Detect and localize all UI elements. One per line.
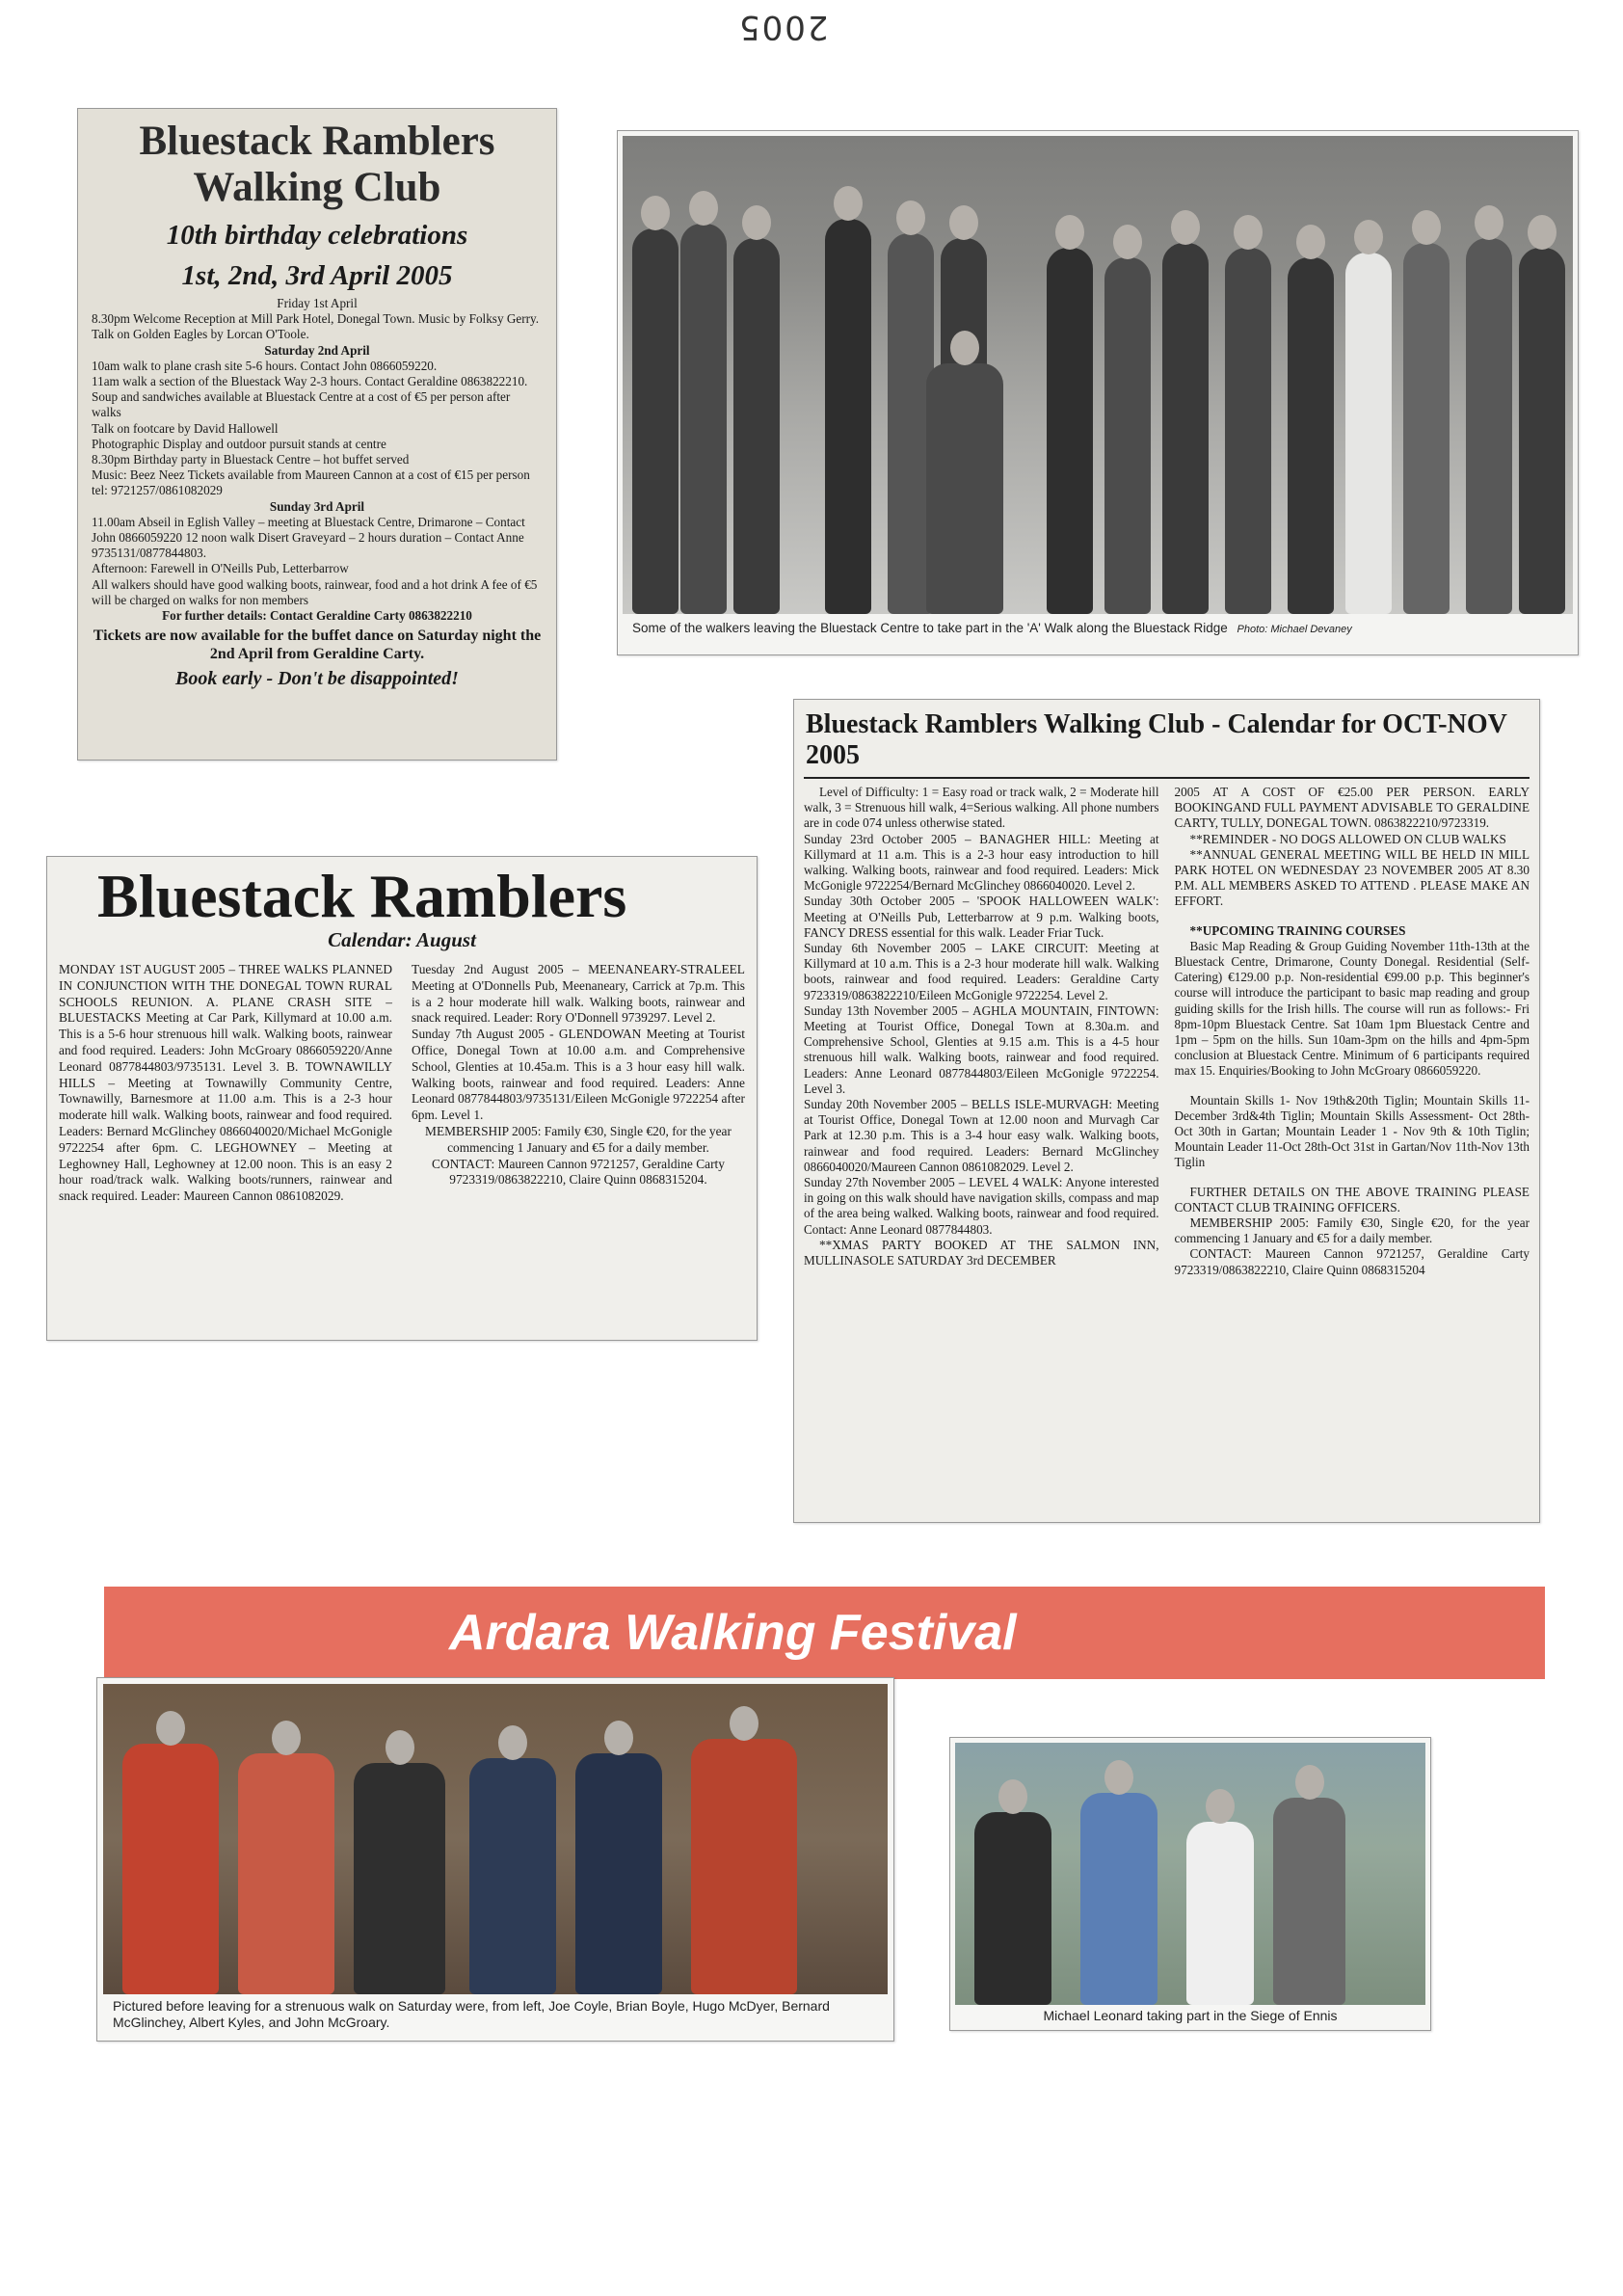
clipping1-subtitle-line2: 1st, 2nd, 3rd April 2005 [181, 260, 453, 291]
clipping2-subtitle: Calendar: August [328, 928, 476, 951]
oct-nov-col2-para: **REMINDER - NO DOGS ALLOWED ON CLUB WALKS [1189, 831, 1506, 846]
oct-nov-col2-para: Mountain Skills 1- Nov 19th&20th Tiglin; Mountain Skills 11- December 3rd&4th Tiglin; Mountain Skills Assessment- Oct 28th-Oct 30th in Gartan; Mountain Leader 1 - Nov 9th & 10th Tiglin; Mountain Leader 11-Oct 28th-Oct 31st in Gartan/Nov 11th-Nov 13th Tiglin [1174, 1092, 1530, 1170]
oct-nov-col1-para: Level of Difficulty: 1 = Easy road or track walk, 2 = Moderate hill walk, 3 = Strenuous hill walk, 4=Serious walking. All phone numbers are in code 074 unless otherwise stated. [804, 785, 1159, 831]
handwritten-year: 2005 [737, 8, 829, 46]
oct-nov-col2-para: CONTACT: Maureen Cannon 9721257, Geraldine Carty 9723319/0863822210, Claire Quinn 0868315204 [1174, 1246, 1530, 1277]
day2-display: Photographic Display and outdoor pursuit stands at centre [92, 436, 386, 451]
day3-afternoon: Afternoon: Farewell in O'Neills Pub, Letterbarrow [92, 561, 349, 576]
oct-nov-col2-para: **ANNUAL GENERAL MEETING WILL BE HELD IN MILL PARK HOTEL ON WEDNESDAY 23 NOVEMBER 2005 AT 8.30 P.M. ALL MEMBERS ASKED TO ATTEND . PLEASE MAKE AN EFFORT. [1174, 846, 1530, 909]
clipping-birthday-celebrations [77, 108, 557, 761]
siege-of-ennis-photo [955, 1743, 1425, 2005]
photo2-caption: Pictured before leaving for a strenuous walk on Saturday were, from left, Joe Coyle, Brian Boyle, Hugo McDyer, Bernard McGlinchey, Albert Kyles, and John McGroary. [113, 1998, 830, 2030]
clipping1-title-line2: Walking Club [193, 165, 441, 210]
oct-nov-col1-para: Sunday 23rd October 2005 – BANAGHER HILL: Meeting at Killymard at 11 a.m. This is a 2-3 hour easy introduction to hill walking. Walking boots, rainwear and food required. Leaders: Mick McGonigle 9722254/Bernard McGlinchey 0866040020. Level 2. [804, 831, 1159, 894]
photo-siege-of-ennis [949, 1737, 1431, 2031]
oct-nov-col2-para: **UPCOMING TRAINING COURSES [1189, 922, 1406, 938]
day2-heading: Saturday 2nd April [264, 342, 370, 358]
ardara-festival-banner: Ardara Walking Festival [104, 1587, 1545, 1679]
photo1-credit: Photo: Michael Devaney [1237, 624, 1352, 635]
oct-nov-col2-para: 2005 AT A COST OF €25.00 PER PERSON. EARLY BOOKINGAND FULL PAYMENT ADVISABLE TO GERALDINE CARTY, TULLY, DONEGAL TOWN. 0863822210/9723319. [1174, 785, 1530, 831]
tickets-note: Tickets are now available for the buffet dance on Saturday night the 2nd April from Geraldine Carty. [93, 627, 542, 663]
oct-nov-col2-para: Basic Map Reading & Group Guiding November 11th-13th at the Bluestack Centre, Drimarone, County Donegal. Residential (Self-Catering) €129.00 p.p. Non-residential €99.00 p.p. This beginner's course will introduce the participant to basic map reading and group guiding skills for the Irish hills. The course will run as follows:- Fri 8pm-10pm Bluestack Centre. Sat 10am 1pm Bluestack Centre and 1pm – 5pm on the hills. Sun 10am-3pm on the hills and 4pm-5pm conclusion at Bluestack Centre. Minimum of 6 participants required max 15. Enquiries/Booking to John McGroary 0866059220. [1174, 938, 1530, 1079]
august-col1-text: MONDAY 1ST AUGUST 2005 – THREE WALKS PLANNED IN CONJUNCTION WITH THE DONEGAL TOWN RURAL SCHOOLS REUNION. A. PLANE CRASH SITE – BLUESTACKS Meeting at Car Park, Killymard at 10.00 a.m. This is a 5-6 hour strenuous hill walk. Walking boots, rainwear and food required. Leaders: John McGroary 0866059220/Anne Leonard 0877844803/9735131. Level 3. B. TOWNAWILLY HILLS – Meeting at Townawilly Community Centre, Townawilly, Barnesmore at 11.00 a.m. This is a 2-3 hour moderate hill walk. Walking boots, rainwear and food required. Leaders: Bernard McGlinchey 0866040020/Michael McGonigle 9722254 after 6pm. C. LEGHOWNEY – Meeting at Leghowney Hall, Leghowney at 12.00 noon. This is an easy 2 hour road/track walk. Walking boots/runners, rainwear and snack required. Leader: Maureen Cannon 0861082029. [59, 962, 392, 1204]
day3-abseil: 11.00am Abseil in Eglish Valley – meeting at Bluestack Centre, Drimarone – Contact John 0866059220 12 noon walk Disert Graveyard – 2 hours duration – Contact Anne 9735131/0877844803. [92, 514, 525, 561]
clipping-calendar-oct-nov [793, 699, 1540, 1523]
day1-heading: Friday 1st April [277, 296, 358, 310]
day3-heading: Sunday 3rd April [269, 498, 365, 514]
day2-music: Music: Beez Neez Tickets available from Maureen Cannon at a cost of €15 per person tel: 9721257/0861082029 [92, 467, 530, 498]
group-photo [623, 136, 1573, 614]
oct-nov-col1-para: Sunday 13th November 2005 – AGHLA MOUNTAIN, FINTOWN: Meeting at Tourist Office, Donegal Town at 8.30a.m. and Comprehensive School, Glenties at 9.15 a.m. This is a 4-5 hour strenuous hill walk. Walking boots, rainwear and food required. Leaders: Anne Leonard 0877844803/Eileen McGonigle 9722254. Level 3. [804, 1002, 1159, 1096]
august-contact: CONTACT: Maureen Cannon 9721257, Geraldine Carty 9723319/0863822210, Claire Quinn 0868315204. [432, 1156, 725, 1188]
book-early-note: Book early - Don't be disappointed! [175, 668, 459, 690]
august-glendowan: Sunday 7th August 2005 - GLENDOWAN Meeting at Tourist Office, Donegal Town at 10.00 a.m. and Comprehensive School, Glenties at 10.45a.m. This is a 3 hour easy hill walk. Walking boots, rainwear and food required. Leaders: Anne Leonard 0877844803/9735131/Eileen McGonigle 9722254 after 6pm. Level 1. [412, 1027, 745, 1123]
august-meenaneary: Tuesday 2nd August 2005 – MEENANEARY-STRALEEL Meeting at O'Donnells Pub, Meenaneary, Carrick at 7p.m. This is a 2 hour moderate hill walk. Walking boots, rainwear and snack required. Leader: Rory O'Donnell 9739297. Level 2. [412, 962, 745, 1026]
photo1-caption: Some of the walkers leaving the Bluestack Centre to take part in the 'A' Walk along the Bluestack Ridge [632, 621, 1228, 635]
day2-walk1: 10am walk to plane crash site 5-6 hours. Contact John 0866059220. [92, 358, 438, 373]
photo-walkers-group [617, 130, 1579, 655]
day2-party: 8.30pm Birthday party in Bluestack Centre – hot buffet served [92, 452, 410, 467]
oct-nov-col1-para: **XMAS PARTY BOOKED AT THE SALMON INN, MULLINASOLE SATURDAY 3rd DECEMBER [804, 1237, 1159, 1268]
oct-nov-col2-para: FURTHER DETAILS ON THE ABOVE TRAINING PLEASE CONTACT CLUB TRAINING OFFICERS. [1174, 1184, 1530, 1215]
clipping1-subtitle-line1: 10th birthday celebrations [166, 220, 468, 251]
photo3-caption: Michael Leonard taking part in the Siege of Ennis [1043, 2008, 1338, 2023]
oct-nov-col1-para: Sunday 20th November 2005 – BELLS ISLE-MURVAGH: Meeting at Tourist Office, Donegal Town at 12.00 noon and Murvagh Car Park at 12.30 p.m. This is a 3-4 hour easy walk. Walking boots, rainwear and food required. Leaders: Bernard McGlinchey 0866040020/Maureen Cannon 0861082029. Level 2. [804, 1097, 1159, 1174]
oct-nov-col2-para: MEMBERSHIP 2005: Family €30, Single €20, for the year commencing 1 January and €5 for a daily member. [1174, 1215, 1530, 1246]
day2-talk: Talk on footcare by David Hallowell [92, 420, 279, 436]
day1-text: 8.30pm Welcome Reception at Mill Park Hotel, Donegal Town. Music by Folksy Gerry. Talk on Golden Eagles by Lorcan O'Toole. [92, 311, 540, 342]
photo-ardara-walkers [96, 1677, 894, 2042]
clipping1-title-line1: Bluestack Ramblers [139, 119, 495, 164]
oct-nov-col1-para: Sunday 30th October 2005 – 'SPOOK HALLOWEEN WALK': Meeting at O'Neills Pub, Letterbarrow at 9 p.m. Walking boots, FANCY DRESS essential for this walk. Leader Friar Tuck. [804, 894, 1159, 940]
ardara-group-photo [103, 1684, 888, 1994]
further-details: For further details: Contact Geraldine Carty 0863822210 [162, 608, 472, 624]
day3-note: All walkers should have good walking boots, rainwear, food and a hot drink A fee of €5 will be charged on walks for non members [92, 576, 538, 607]
august-membership: MEMBERSHIP 2005: Family €30, Single €20, for the year commencing 1 January and €5 for a daily member. [425, 1123, 732, 1155]
oct-nov-col1-para: Sunday 27th November 2005 – LEVEL 4 WALK: Anyone interested in going on this walk should have navigation skills, compass and map of the area being walked. Walking boots, rainwear and food required. Contact: Anne Leonard 0877844803. [804, 1175, 1159, 1237]
oct-nov-col1-para: Sunday 6th November 2005 – LAKE CIRCUIT: Meeting at Killymard at 10 a.m. This is a 2-3 hour moderate hill walk. Walking boots, rainwear and food required. Leaders: Geraldine Carty 9723319/0863822210/Eileen McGonigle 9722254. Level 2. [804, 941, 1159, 1002]
clipping-calendar-august [46, 856, 758, 1341]
clipping2-title: Bluestack Ramblers [97, 862, 627, 930]
clipping3-title: Bluestack Ramblers Walking Club - Calendar for OCT-NOV 2005 [804, 706, 1530, 779]
day2-walk2: 11am walk a section of the Bluestack Way 2-3 hours. Contact Geraldine 0863822210. Soup and sandwiches available at Bluestack Centre at a cost of €5 per person after walks [92, 374, 528, 420]
